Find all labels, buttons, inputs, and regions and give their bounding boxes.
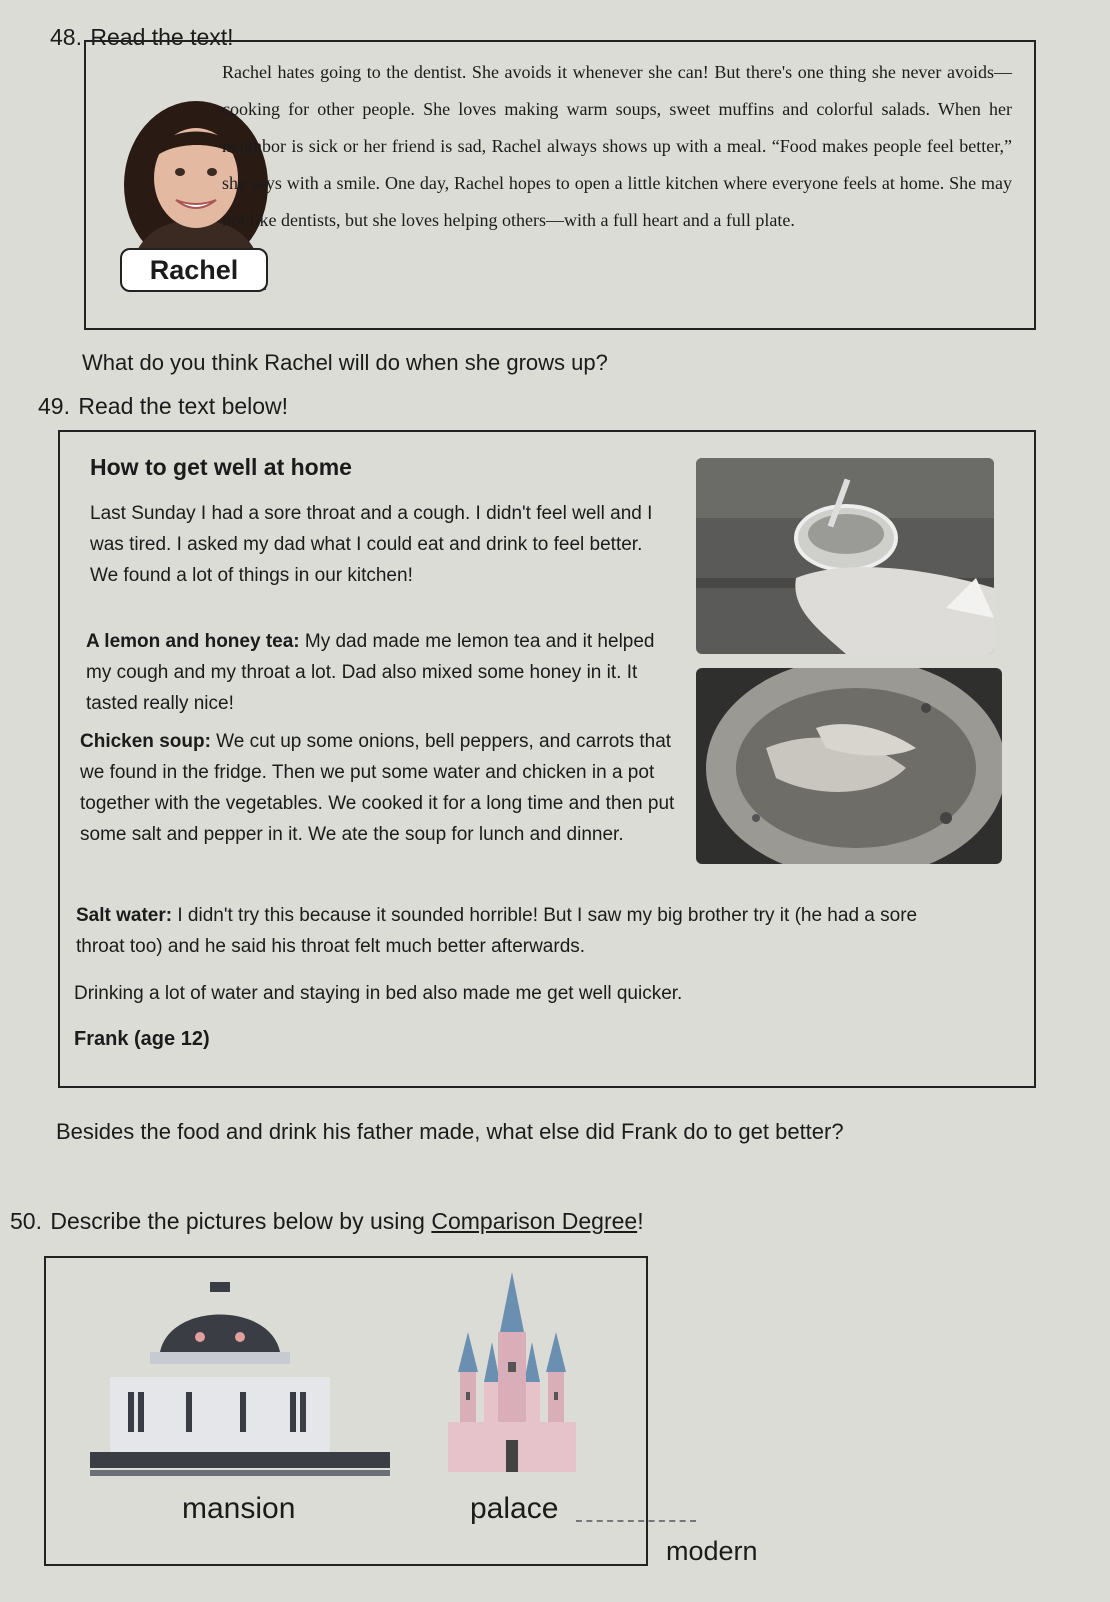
salt-water-heading: Salt water: — [76, 905, 173, 926]
q50-heading — [10, 1208, 644, 1235]
palace-illustration — [438, 1272, 586, 1482]
chicken-soup-photo — [696, 668, 1002, 864]
answer-line — [576, 1520, 696, 1522]
q50-instruction-underlined: Comparison Degree — [431, 1208, 638, 1234]
q49-instruction: Read the text below! — [78, 393, 289, 419]
q50-instruction-suffix: ! — [637, 1208, 644, 1234]
frank-signature: Frank (age 12) — [74, 1028, 210, 1050]
comparison-pictures-box — [44, 1256, 648, 1566]
water-and-rest-paragraph: Drinking a lot of water and staying in bed also made me get well quicker. — [74, 983, 683, 1004]
q48-question: What do you think Rachel will do when she grows up? — [82, 350, 608, 375]
mansion-label: mansion — [182, 1492, 296, 1525]
salt-water-text: I didn't try this because it sounded horrible! But I saw my big brother try it (he had a sore throat too) and he said his throat felt much better afterwards. — [76, 905, 918, 957]
q48-instruction: Read the text! — [90, 24, 234, 50]
palace-label: palace — [470, 1492, 559, 1525]
lemon-tea-photo — [696, 458, 994, 654]
q49-heading — [38, 393, 288, 420]
frank-intro-paragraph: Last Sunday I had a sore throat and a cough. I didn't feel well and I was tired. I asked my dad what I could eat and drink to feel better. We found a lot of things in our kitchen! — [90, 503, 653, 586]
soup-text: We cut up some onions, bell peppers, and carrots that we found in the fridge. Then we put some water and chicken in a pot together with the vegetables. We cooked it for a long time and then put some salt and pepper in it. We ate the soup for lunch and dinner. — [80, 731, 675, 845]
q49-number: 49. — [38, 393, 70, 419]
tea-paragraph — [86, 626, 676, 719]
frank-passage-title: How to get well at home — [90, 454, 352, 480]
rachel-name-badge: Rachel — [120, 248, 268, 292]
tea-heading: A lemon and honey tea: — [86, 631, 300, 652]
mansion-illustration — [90, 1282, 410, 1482]
soup-heading: Chicken soup: — [80, 731, 211, 752]
hint-word-modern: modern — [666, 1536, 758, 1566]
q50-number: 50. — [10, 1208, 42, 1234]
rachel-passage-text: Rachel hates going to the dentist. She avoids it whenever she can! But there's one thing she never avoids—cooking for other people. She loves making warm soups, sweet muffins and colorful salads. When her neighbor is sick or her friend is sad, Rachel always shows up with a meal. “Food makes people feel better,” she says with a smile. One day, Rachel hopes to open a little kitchen where everyone feels at home. She may not like dentists, but she loves helping others—with a full heart and a full plate. — [222, 62, 1012, 230]
q49-question: Besides the food and drink his father made, what else did Frank do to get better? — [56, 1119, 844, 1144]
soup-paragraph — [80, 726, 680, 850]
q48-number: 48. — [50, 24, 82, 50]
tea-text: My dad made me lemon tea and it helped my cough and my throat a lot. Dad also mixed some honey in it. It tasted really nice! — [86, 631, 655, 714]
frank-passage-box — [58, 430, 1036, 1088]
salt-water-paragraph — [76, 900, 956, 962]
q50-instruction-prefix: Describe the pictures below by using — [50, 1208, 432, 1234]
